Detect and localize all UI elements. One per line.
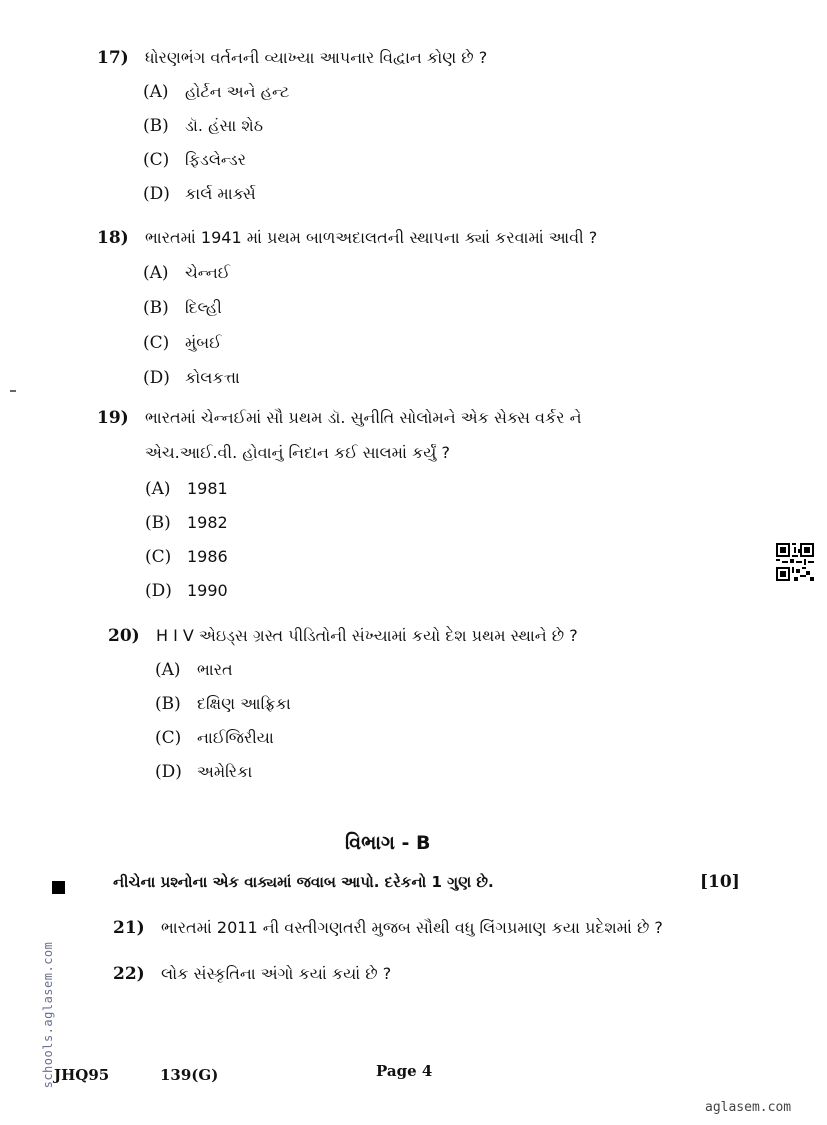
option-19-a: (A) 1981 — [145, 479, 228, 499]
question-number: 19) — [97, 408, 129, 428]
option-17-c: (C) ફિડલેન્ડર — [143, 150, 246, 170]
question-18 — [97, 228, 597, 248]
question-number: 22) — [113, 964, 145, 984]
option-18-d: (D) કોલકત્તા — [143, 368, 240, 388]
question-19-continuation: એચ.આઈ.વી. હોવાનું નિદાન કઈ સાલમાં કર્યું ? — [145, 443, 450, 462]
option-19-c: (C) 1986 — [145, 547, 228, 567]
question-text: ભારતમાં 2011 ની વસ્તીગણતરી મુજબ સૌથી વધુ લિંગપ્રમાણ કયા પ્રદેશમાં છે ? — [161, 918, 663, 937]
watermark: aglasem.com — [705, 1100, 792, 1115]
question-19 — [97, 408, 582, 428]
option-18-c: (C) મુંબઈ — [143, 333, 222, 353]
bullet-square-icon — [52, 881, 65, 894]
option-18-a: (A) ચેન્નઈ — [143, 263, 231, 283]
section-title: વિભાગ - B — [345, 832, 431, 854]
option-20-b: (B) દક્ષિણ આફ્રિકા — [155, 694, 291, 714]
option-17-b: (B) ડૉ. હંસા શેઠ — [143, 116, 264, 136]
footer-code: JHQ95 — [54, 1066, 110, 1084]
question-number: 21) — [113, 918, 145, 938]
qr-code-icon — [776, 543, 814, 581]
question-17 — [97, 48, 487, 68]
question-text: ધોરણભંગ વર્તનની વ્યાખ્યા આપનાર વિદ્વાન કોણ છે ? — [145, 48, 488, 67]
side-url: schools.aglasem.com — [41, 941, 55, 1089]
question-text: લોક સંસ્કૃતિના અંગો કયાં કયાં છે ? — [161, 964, 392, 983]
question-number: 17) — [97, 48, 129, 68]
question-text: ભારતમાં ચેન્નઈમાં સૌ પ્રથમ ડૉ. સુનીતિ સોલોમને એક સેક્સ વર્કર ને — [145, 408, 582, 427]
section-instruction: નીચેના પ્રશ્નોના એક વાક્યમાં જવાબ આપો. દરેકનો 1 ગુણ છે. — [113, 873, 494, 891]
section-marks: [10] — [700, 872, 740, 892]
question-text: H I V એઇડ્સ ગ્રસ્ત પીડિતોની સંખ્યામાં કયો દેશ પ્રથમ સ્થાને છે ? — [156, 626, 578, 645]
margin-mark — [10, 390, 16, 392]
option-17-d: (D) કાર્લ માર્ક્સ — [143, 184, 256, 204]
question-20 — [108, 626, 578, 646]
question-text: ભારતમાં 1941 માં પ્રથમ બાળઅદાલતની સ્થાપના ક્યાં કરવામાં આવી ? — [145, 228, 598, 247]
footer-paper: 139(G) — [160, 1066, 219, 1084]
option-17-a: (A) હોર્ટન અને હન્ટ — [143, 82, 290, 102]
option-19-b: (B) 1982 — [145, 513, 228, 533]
option-20-c: (C) નાઈજિરીયા — [155, 728, 274, 748]
question-21 — [113, 918, 663, 938]
option-19-d: (D) 1990 — [145, 581, 228, 601]
question-number: 18) — [97, 228, 129, 248]
option-20-a: (A) ભારત — [155, 660, 233, 680]
question-number: 20) — [108, 626, 140, 646]
footer-page: Page 4 — [376, 1062, 433, 1080]
option-20-d: (D) અમેરિકા — [155, 762, 253, 782]
question-22 — [113, 964, 391, 984]
option-18-b: (B) દિલ્હી — [143, 298, 222, 318]
